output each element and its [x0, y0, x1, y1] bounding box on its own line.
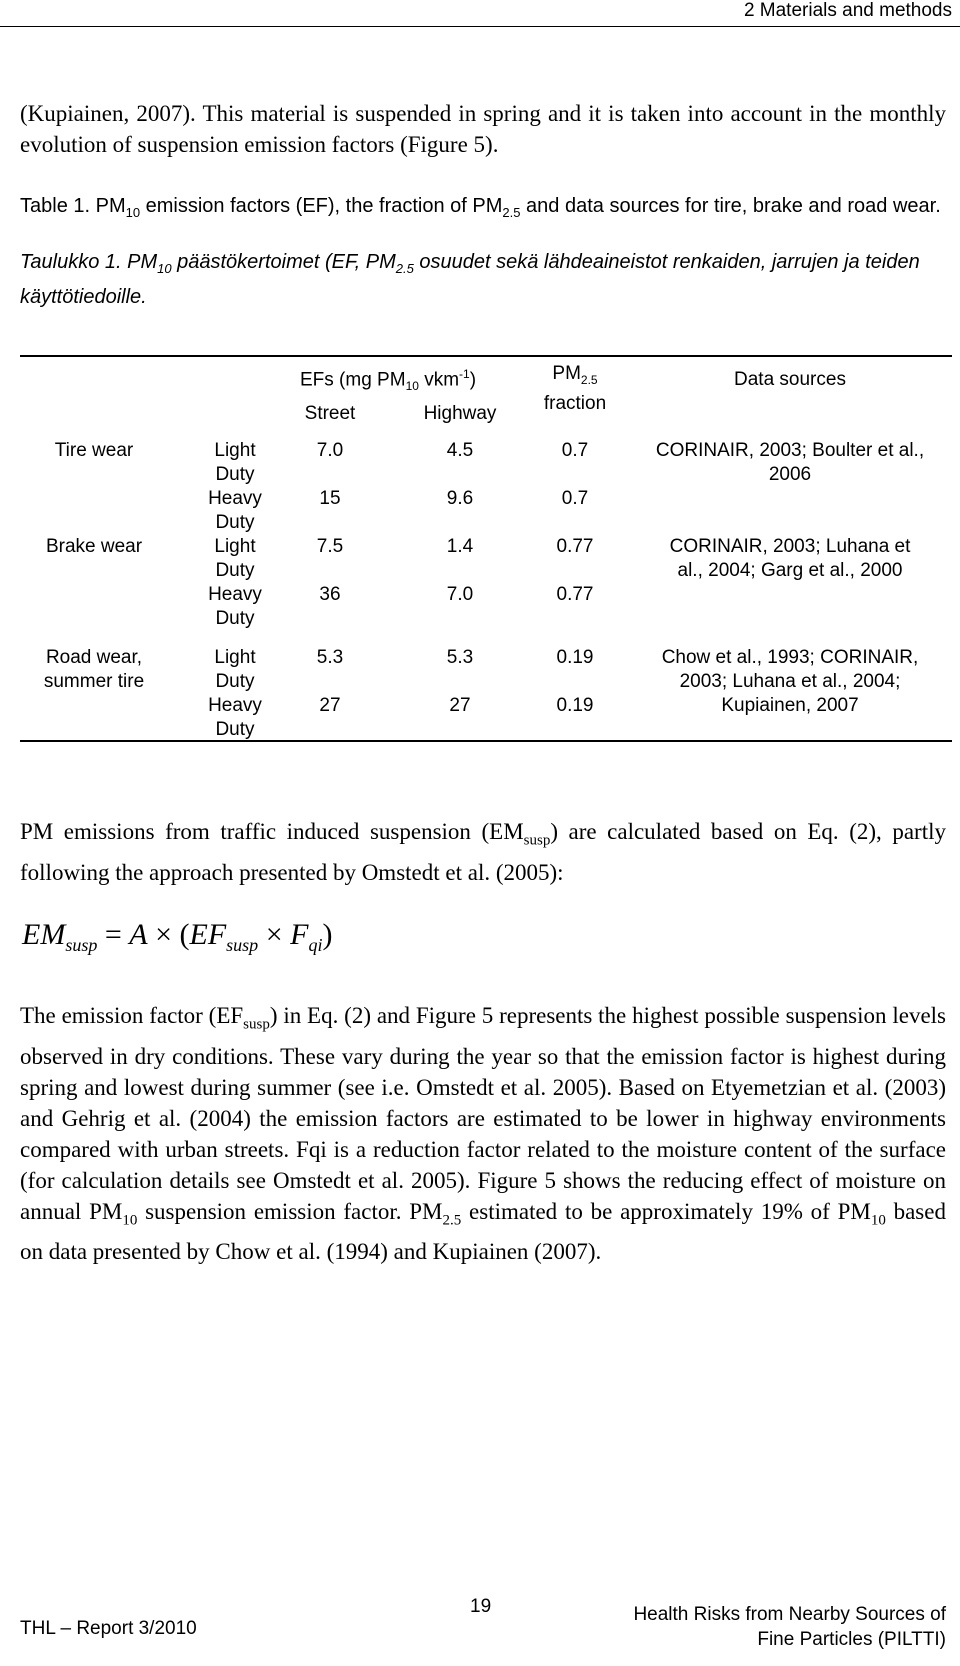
category-brake-wear: Brake wear [45, 536, 143, 557]
table-row-4-pm25: 0.77 [556, 584, 594, 605]
table-row-6-vehicle-type: Heavy Duty [208, 695, 262, 740]
ef-column-header: EFs (mg $PM_{10}$ vkm$^{-1}$) [300, 367, 477, 394]
data-sources-column-header: Data sources [734, 369, 846, 390]
table-row-2-street: 15 [319, 488, 341, 509]
data-sources-tire-wear: CORINAIR, 2003; Boulter et al., 2006 [655, 440, 925, 485]
table-row-5-vehicle-type: Light Duty [214, 647, 256, 692]
category-road-wear: Road wear, summer tire [43, 647, 145, 692]
table-row-3-vehicle-type: Light Duty [214, 536, 256, 581]
data-sources-brake-wear: CORINAIR, 2003; Luhana et al., 2004; Garg et al., 2000 [669, 536, 911, 581]
table-row-4-street: 36 [319, 584, 341, 605]
table-row-2-pm25: 0.7 [561, 488, 589, 509]
table-row-4-highway: 7.0 [446, 584, 474, 605]
table-row-2-vehicle-type: Heavy Duty [208, 488, 262, 533]
footer-report-id: THL – Report 3/2010 [20, 1618, 197, 1639]
table-caption-finnish: Taulukko 1. $PM_{10}$ päästökertoimet (EF, $PM_{2.5}$ osuudet sekä lähdeaineistot renkaiden, jarrujen ja teiden käyttötiedoille. [20, 251, 920, 308]
table-row-3-street: 7.5 [316, 536, 344, 557]
pm25-column-header: $PM_{2.5}$ fraction [543, 363, 607, 414]
street-column-header: Street [304, 403, 356, 424]
highway-column-header: Highway [423, 403, 497, 424]
table-row-6-highway: 27 [449, 695, 471, 716]
table-top-rule [20, 355, 952, 357]
data-sources-road-wear: Chow et al., 1993; CORINAIR, 2003; Luhana et al., 2004; Kupiainen, 2007 [661, 647, 919, 716]
footer-report-title: Health Risks from Nearby Sources of Fine Particles (PILTTI) [633, 1604, 946, 1650]
table-row-3-pm25: 0.77 [556, 536, 594, 557]
suspension-paragraph: PM emissions from traffic induced suspension $(EM_{susp})$ are calculated based on Eq. (2), partly following the approach presented by Omstedt et al. (2005): [20, 819, 946, 885]
intro-paragraph: (Kupiainen, 2007). This material is suspended in spring and it is taken into account in the monthly evolution of suspension emission factors (Figure 5). [20, 101, 946, 157]
table-row-1-highway: 4.5 [446, 440, 474, 461]
emission-factor-paragraph: The emission factor $(EF_{susp})$ in Eq. (2) and Figure 5 represents the highest possible suspension levels observed in dry conditions. These vary during the year so that the emission factor is highest during spring and lowest during summer (see i.e. Omstedt et al. 2005). Based on Etyemetzian et al. (2003) and Gehrig et al. (2004) the emission factors are estimated to be lower in highway environments compared with urban streets. Fqi is a reduction factor related to the moisture content of the surface (for calculation details see Omstedt et al. 2005). Figure 5 shows the reducing effect of moisture on annual $PM_{10}$ suspension emission factor. $PM_{2.5}$ estimated to be approximately 19% of $PM_{10}$ based on data presented by Chow et al. (1994) and Kupiainen (2007). [20, 1003, 946, 1265]
table-row-5-street: 5.3 [316, 647, 344, 668]
table-bottom-rule [20, 740, 952, 742]
category-tire-wear: Tire wear [54, 440, 134, 461]
table-row-2-highway: 9.6 [446, 488, 474, 509]
table-row-5-pm25: 0.19 [556, 647, 594, 668]
table-row-1-vehicle-type: Light Duty [214, 440, 256, 485]
header-rule [0, 26, 960, 27]
table-row-3-highway: 1.4 [446, 536, 474, 557]
table-row-5-highway: 5.3 [446, 647, 474, 668]
page-number: 19 [470, 1596, 492, 1617]
table-caption-english: Table 1. $PM_{10}$ emission factors (EF), the fraction of $PM_{2.5}$ and data sources for tire, brake and road wear. [20, 195, 941, 220]
running-header: 2 Materials and methods [743, 0, 952, 21]
table-row-6-pm25: 0.19 [556, 695, 594, 716]
table-row-4-vehicle-type: Heavy Duty [208, 584, 262, 629]
table-row-1-street: 7.0 [316, 440, 344, 461]
table-row-1-pm25: 0.7 [561, 440, 589, 461]
table-row-6-street: 27 [319, 695, 341, 716]
equation-2: $EM_{susp} = A \times (EF_{susp} \times F_{qi})$ [22, 918, 333, 955]
